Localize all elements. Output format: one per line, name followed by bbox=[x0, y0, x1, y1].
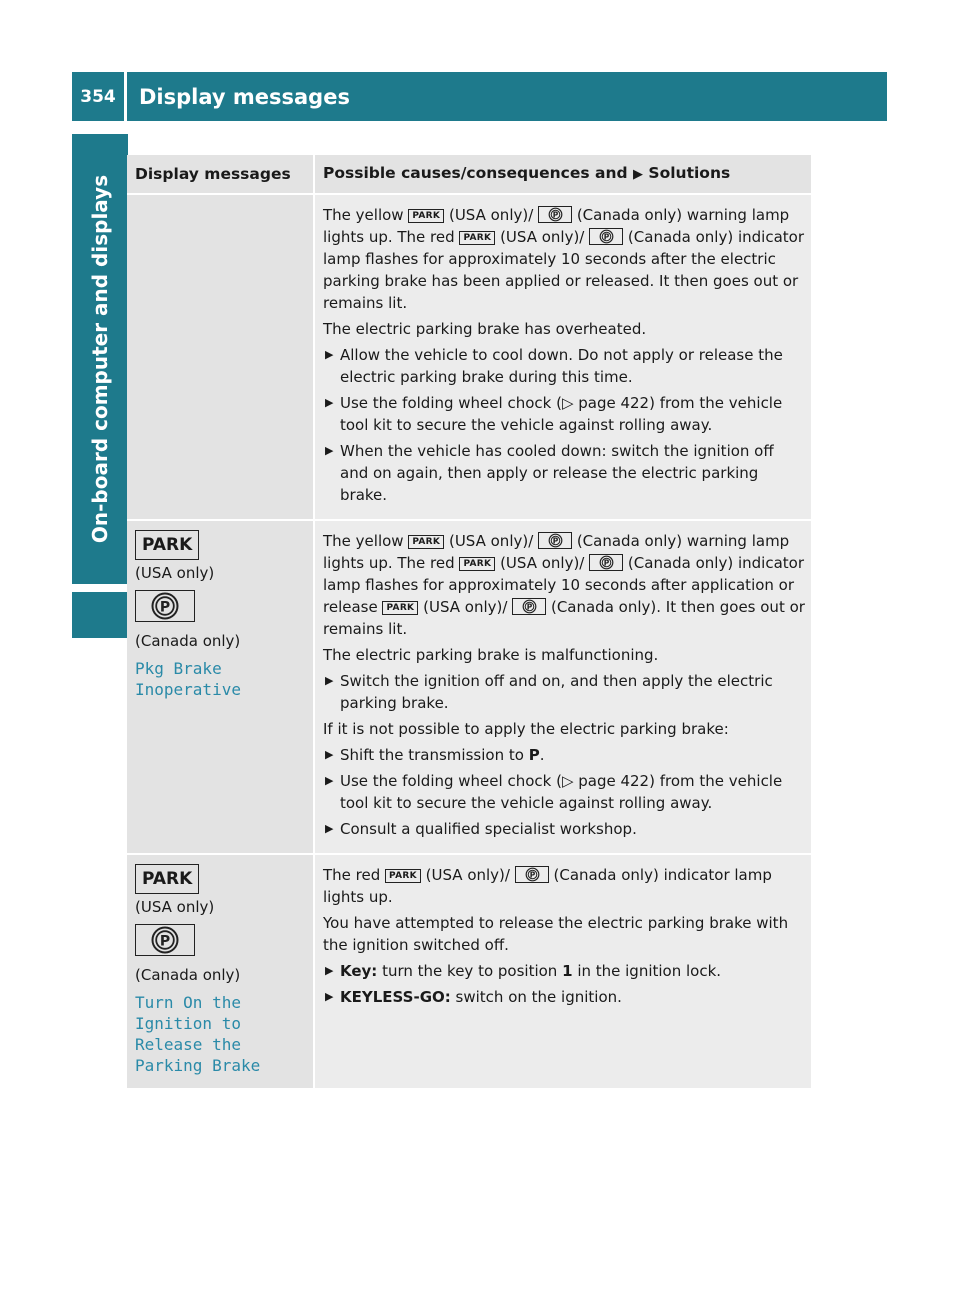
triangle-right-icon: ▶ bbox=[325, 822, 334, 835]
text: Allow the vehicle to cool down. Do not apply or release the electric parking brake during this time. bbox=[340, 346, 783, 386]
text: in the ignition lock. bbox=[577, 962, 722, 980]
text: (USA only)/ bbox=[448, 532, 534, 550]
page-header bbox=[72, 72, 887, 121]
gear-position: P bbox=[528, 746, 540, 764]
triangle-right-icon: ▶ bbox=[325, 674, 334, 687]
display-cell bbox=[127, 520, 314, 854]
page-title: Display messages bbox=[139, 84, 350, 109]
list-item bbox=[323, 960, 805, 982]
side-tab-gap bbox=[72, 584, 128, 592]
col-header-solutions bbox=[314, 155, 811, 194]
text: (Canada only) indicator lamp flashes for approximately 10 seconds after application or release bbox=[323, 554, 804, 616]
display-message-text: Turn On the Ignition to Release the Parking Brake bbox=[135, 993, 261, 1075]
paragraph: The electric parking brake is malfunctioning. bbox=[323, 646, 659, 664]
list-item bbox=[323, 986, 805, 1008]
list-item bbox=[323, 770, 805, 814]
text: Consult a qualified specialist workshop. bbox=[340, 820, 637, 838]
usa-label: (USA only) bbox=[135, 898, 215, 916]
p-circle-icon bbox=[589, 228, 623, 245]
p-circle-icon bbox=[515, 866, 549, 883]
svg-text:P: P bbox=[159, 599, 171, 616]
text: (USA only)/ bbox=[500, 228, 585, 246]
keyless-go-label: KEYLESS-GO: bbox=[340, 988, 451, 1006]
col-header-solutions-prefix: Possible causes/consequences and bbox=[323, 164, 628, 182]
page-number: 354 bbox=[80, 86, 116, 107]
paragraph bbox=[323, 204, 805, 314]
triangle-right-icon: ▶ bbox=[325, 990, 334, 1003]
paragraph: If it is not possible to apply the electric parking brake: bbox=[323, 720, 729, 738]
park-icon: PARK bbox=[382, 601, 418, 615]
list-item bbox=[323, 744, 805, 766]
text: Shift the transmission to bbox=[340, 746, 524, 764]
text: . bbox=[539, 746, 545, 764]
text: Switch the ignition off and on, and then apply the electric parking brake. bbox=[340, 672, 773, 712]
park-icon: PARK bbox=[408, 535, 444, 549]
display-cell bbox=[127, 854, 314, 1089]
text: switch on the ignition. bbox=[455, 988, 622, 1006]
text: (USA only)/ bbox=[423, 598, 508, 616]
text: The yellow bbox=[323, 532, 404, 550]
display-messages-table bbox=[127, 155, 811, 1090]
text: (USA only)/ bbox=[425, 866, 510, 884]
park-icon: PARK bbox=[408, 209, 444, 223]
p-circle-warning bbox=[135, 924, 307, 962]
text: (Canada only) indicator lamp lights up. bbox=[323, 866, 772, 906]
display-cell-empty bbox=[127, 194, 314, 520]
table-row bbox=[127, 194, 811, 520]
side-tab-marker bbox=[72, 592, 128, 638]
park-warning-icon bbox=[135, 530, 307, 560]
text: (Canada only) warning lamp lights up. The red bbox=[323, 206, 790, 246]
text: The yellow bbox=[323, 206, 404, 224]
text: (Canada only) warning lamp lights up. The red bbox=[323, 532, 790, 572]
table-row bbox=[127, 854, 811, 1089]
paragraph: The electric parking brake has overheated. bbox=[323, 320, 647, 338]
usa-label: (USA only) bbox=[135, 564, 215, 582]
canada-label: (Canada only) bbox=[135, 632, 241, 650]
svg-text:P: P bbox=[603, 232, 610, 242]
triangle-right-icon: ▶ bbox=[325, 348, 334, 361]
key-label: Key: bbox=[340, 962, 378, 980]
canada-label: (Canada only) bbox=[135, 966, 241, 984]
triangle-right-icon: ▶ bbox=[633, 167, 644, 182]
p-circle-icon bbox=[538, 206, 572, 223]
table-row bbox=[127, 520, 811, 854]
text: (USA only)/ bbox=[448, 206, 534, 224]
list-item bbox=[323, 818, 805, 840]
text: Use the folding wheel chock (▷ page 422) from the vehicle tool kit to secure the vehicle against rolling away. bbox=[340, 772, 783, 812]
text: turn the key to position bbox=[382, 962, 558, 980]
p-circle-icon bbox=[538, 532, 572, 549]
col-header-solutions-suffix: Solutions bbox=[648, 164, 731, 182]
p-circle-warning bbox=[135, 590, 307, 628]
park-icon: PARK bbox=[135, 530, 199, 560]
col-header-display: Display messages bbox=[127, 155, 314, 194]
list-item bbox=[323, 344, 805, 388]
triangle-right-icon: ▶ bbox=[325, 774, 334, 787]
triangle-right-icon: ▶ bbox=[325, 964, 334, 977]
side-tab-label-wrap bbox=[72, 134, 128, 584]
triangle-right-icon: ▶ bbox=[325, 444, 334, 457]
text: When the vehicle has cooled down: switch the ignition off and on again, then apply or release the electric parking brake. bbox=[340, 442, 774, 504]
text: The red bbox=[323, 866, 381, 884]
p-circle-icon bbox=[589, 554, 623, 571]
text: (USA only)/ bbox=[500, 554, 585, 572]
text: (Canada only). It then goes out or remains lit. bbox=[323, 598, 805, 638]
list-item bbox=[323, 440, 805, 506]
paragraph bbox=[323, 864, 805, 908]
park-icon: PARK bbox=[135, 864, 199, 894]
p-circle-icon bbox=[512, 598, 546, 615]
display-message-text: Pkg Brake Inoperative bbox=[135, 659, 241, 699]
svg-text:P: P bbox=[526, 602, 533, 612]
park-warning-icon bbox=[135, 864, 307, 894]
svg-text:P: P bbox=[552, 210, 559, 220]
p-circle-icon bbox=[135, 590, 195, 622]
text: (Canada only) indicator lamp flashes for approximately 10 seconds after the electric parking brake has been applied or released. It then goes out or remains lit. bbox=[323, 228, 804, 312]
table-header-row bbox=[127, 155, 811, 194]
park-icon: PARK bbox=[459, 557, 495, 571]
list-item bbox=[323, 392, 805, 436]
p-circle-icon bbox=[135, 924, 195, 956]
triangle-right-icon: ▶ bbox=[325, 748, 334, 761]
svg-text:P: P bbox=[529, 870, 535, 880]
paragraph: You have attempted to release the electric parking brake with the ignition switched off. bbox=[323, 914, 789, 954]
solutions-cell bbox=[314, 520, 811, 854]
solutions-cell bbox=[314, 854, 811, 1089]
svg-text:P: P bbox=[603, 558, 610, 568]
park-icon: PARK bbox=[385, 869, 421, 883]
solutions-cell bbox=[314, 194, 811, 520]
park-icon: PARK bbox=[459, 231, 495, 245]
key-position: 1 bbox=[562, 962, 573, 980]
side-tab-label: On-board computer and displays bbox=[88, 174, 113, 544]
triangle-right-icon: ▶ bbox=[325, 396, 334, 409]
paragraph bbox=[323, 530, 805, 640]
list-item bbox=[323, 670, 805, 714]
svg-text:P: P bbox=[159, 933, 171, 950]
text: Use the folding wheel chock (▷ page 422) from the vehicle tool kit to secure the vehicle against rolling away. bbox=[340, 394, 783, 434]
svg-text:P: P bbox=[552, 536, 559, 546]
